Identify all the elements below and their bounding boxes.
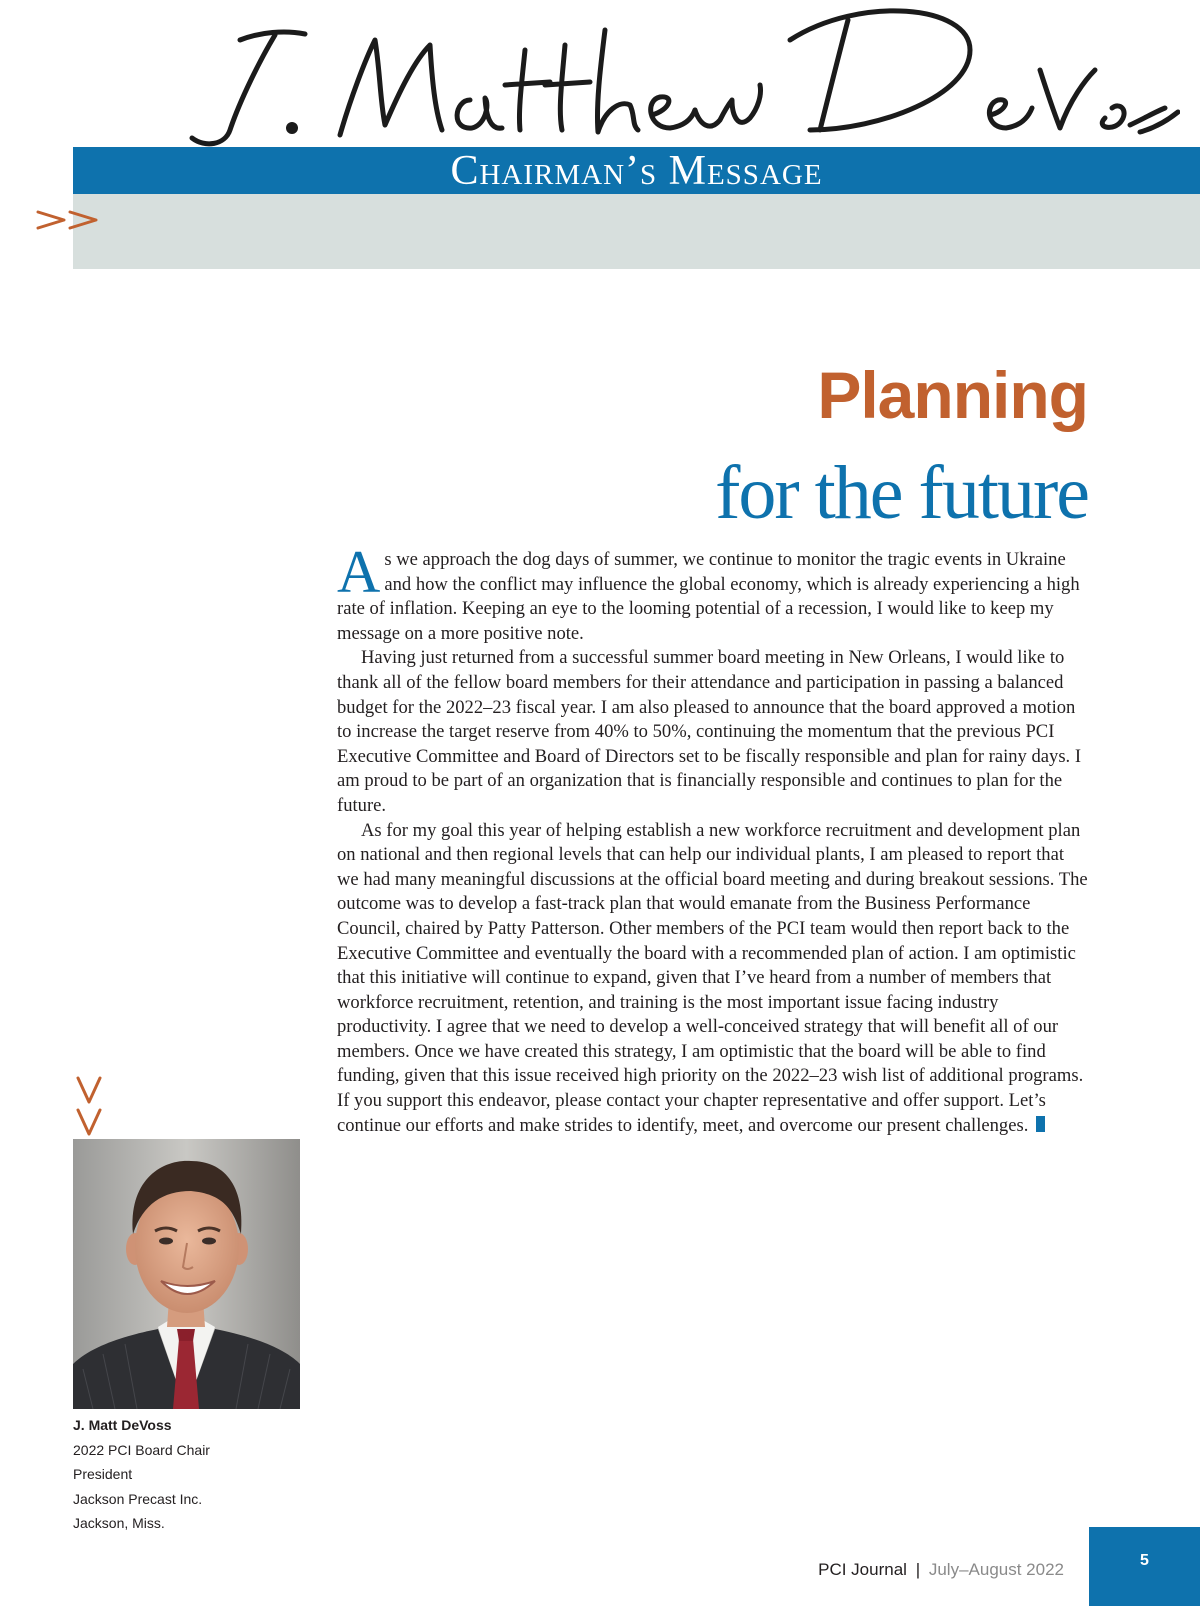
- footer-separator: |: [915, 1560, 921, 1579]
- photo-caption: [73, 1413, 313, 1536]
- caption-location: Jackson, Miss.: [73, 1515, 165, 1532]
- article-body: [337, 539, 1089, 1138]
- drop-cap: A: [337, 539, 381, 605]
- caption-company: Jackson Precast Inc.: [73, 1490, 203, 1507]
- page-number: 5: [1089, 1527, 1200, 1606]
- end-of-article-icon: [1036, 1116, 1045, 1132]
- portrait-photo: [73, 1139, 300, 1409]
- page-footer: [818, 1560, 1064, 1580]
- article-paragraph-2: Having just returned from a successful summer board meeting in New Orleans, I would like to thank all of the fellow board members for their attendance and participation in passing a balanced budget for the 2022–23 fiscal year. I am also pleased to announce that the board approved a motion to increase the target reserve from 40% to 50%, continuing the momentum that the previous PCI Executive Committee and Board of Directors set to be fiscally responsible and plan for rainy days. I am proud to be part of an organization that is financially responsible and continues to plan for the future.: [337, 647, 1082, 816]
- header-gray-band: [73, 194, 1200, 269]
- headline-line-2: for the future: [715, 451, 1088, 535]
- section-title: Chairman’s Message: [450, 148, 823, 194]
- caption-name: J. Matt DeVoss: [73, 1417, 172, 1433]
- section-header-bar: [73, 147, 1200, 194]
- article-paragraph-1: [337, 539, 1089, 646]
- double-chevron-right-icon: [34, 200, 104, 240]
- caption-role: 2022 PCI Board Chair: [73, 1441, 210, 1458]
- journal-name: PCI Journal: [818, 1560, 907, 1579]
- paragraph-3-text: As for my goal this year of helping establish a new workforce recruitment and development plan on national and then regional levels that can help our individual plants, I am pleased to report that we had many meaningful discussions at the official board meeting and during breakout sessions. The outcome was to develop a fast-track plan that would emanate from the Business Performance Council, chaired by Patty Patterson. Other members of the PCI team would then report back to the Executive Committee and eventually the board with a recommended plan of action. I am optimistic that this initiative will continue to expand, given that I’ve heard from a number of members that workforce recruitment, retention, and training is the most important issue facing industry productivity. I agree that we need to develop a well-conceived strategy that will benefit all of our members. Once we have created this strategy, I am optimistic that the board will be able to find funding, given that this issue received high priority on the 2022–23 wish list of additional programs. If you support this endeavor, please contact your chapter representative and offer support. Let’s continue our efforts and make strides to identify, meet, and overcome our present challenges.: [337, 819, 1088, 1136]
- double-chevron-down-icon: [72, 1074, 106, 1140]
- article-paragraph-3: [337, 819, 1089, 1139]
- signature: [180, 0, 1180, 150]
- issue-date: July–August 2022: [928, 1560, 1064, 1579]
- caption-title: President: [73, 1466, 133, 1483]
- headline-line-1: Planning: [817, 358, 1088, 432]
- paragraph-1-text: s we approach the dog days of summer, we continue to monitor the tragic events in Ukraine and how the conflict may influence the global economy, which is already experiencing a high rate of inflation. Keeping an eye to the looming potential of a recession, I would like to keep my message on a more positive note.: [337, 549, 1080, 644]
